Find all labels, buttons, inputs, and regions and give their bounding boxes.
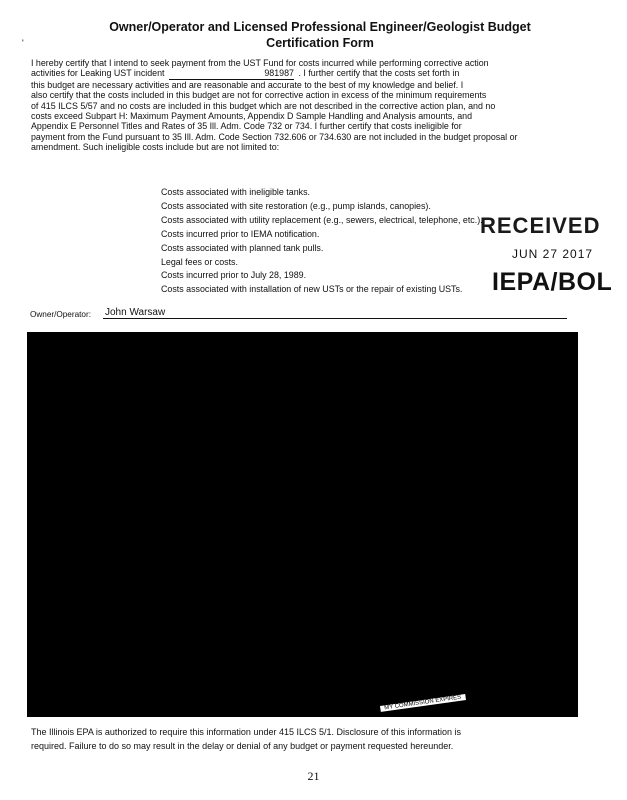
owner-operator-row	[30, 307, 540, 319]
page-number: 21	[307, 769, 320, 783]
list-item: Costs associated with site restoration (e.g., pump islands, canopies).	[161, 200, 431, 211]
notary-seal-fragment: MY COMMISSION EXPIRES	[380, 694, 466, 712]
scan-mark: '	[22, 38, 24, 48]
footer-line: required. Failure to do so may result in the delay or denial of any budget or payment requested hereunder.	[31, 741, 454, 751]
redacted-block	[27, 332, 578, 717]
certification-line: costs exceed Subpart H: Maximum Payment Amounts, Appendix D Sample Handling and Analysis amounts, and	[31, 111, 473, 122]
certification-line: of 415 ILCS 5/57 and no costs are included in this budget which are not described in the corrective action plan, and no	[31, 100, 496, 111]
list-item: Costs associated with utility replacement (e.g., sewers, electrical, telephone, etc.).	[161, 214, 483, 225]
stamp-date: JUN 27 2017	[512, 247, 594, 261]
certification-line: I hereby certify that I intend to seek payment from the UST Fund for costs incurred while performing corrective action	[31, 58, 489, 68]
received-stamp	[480, 210, 620, 300]
certification-line: payment from the Fund pursuant to 35 Ill. Adm. Code Section 732.606 or 734.630 are not included in the budget proposal or	[31, 131, 518, 142]
incident-prefix: activities for Leaking UST incident	[31, 68, 165, 79]
list-item: Costs incurred prior to IEMA notification.	[161, 228, 320, 239]
form-title-line-1: Owner/Operator and Licensed Professional Engineer/Geologist Budget	[109, 20, 531, 34]
list-item: Costs associated with planned tank pulls.	[161, 242, 324, 253]
list-item: Costs incurred prior to July 28, 1989.	[161, 270, 307, 281]
owner-operator-name: John Warsaw	[103, 307, 567, 319]
incident-suffix: . I further certify that the costs set forth in	[298, 68, 460, 79]
certification-paragraph	[31, 58, 603, 153]
footer-line: The Illinois EPA is authorized to require this information under 415 ILCS 5/1. Disclosure of this information is	[31, 727, 462, 737]
certification-line: amendment. Such ineligible costs include but are not limited to:	[31, 142, 280, 153]
form-title-line-2: Certification Form	[266, 36, 374, 50]
stamp-agency: IEPA/BOL	[492, 268, 613, 296]
certification-line: this budget are necessary activities and are reasonable and accurate to the best of my knowledge and belief. I	[31, 79, 464, 90]
list-item: Costs associated with installation of new USTs or the repair of existing USTs.	[161, 284, 463, 295]
list-item: Costs associated with ineligible tanks.	[161, 187, 310, 197]
certification-line: Appendix E Personnel Titles and Rates of 35 Ill. Adm. Code 732 or 734. I further certify that costs ineligible for	[31, 121, 462, 132]
list-item: Legal fees or costs.	[161, 256, 238, 267]
certification-line-incident	[31, 68, 603, 79]
owner-operator-label: Owner/Operator:	[30, 310, 91, 319]
incident-number-field: 981987	[169, 68, 294, 79]
certification-line: also certify that the costs included in this budget are not for corrective action in excess of the minimum requirements	[31, 90, 487, 101]
ineligible-costs-list	[161, 186, 483, 297]
stamp-received-text: RECEIVED	[480, 213, 601, 238]
footer-notice	[31, 725, 591, 753]
